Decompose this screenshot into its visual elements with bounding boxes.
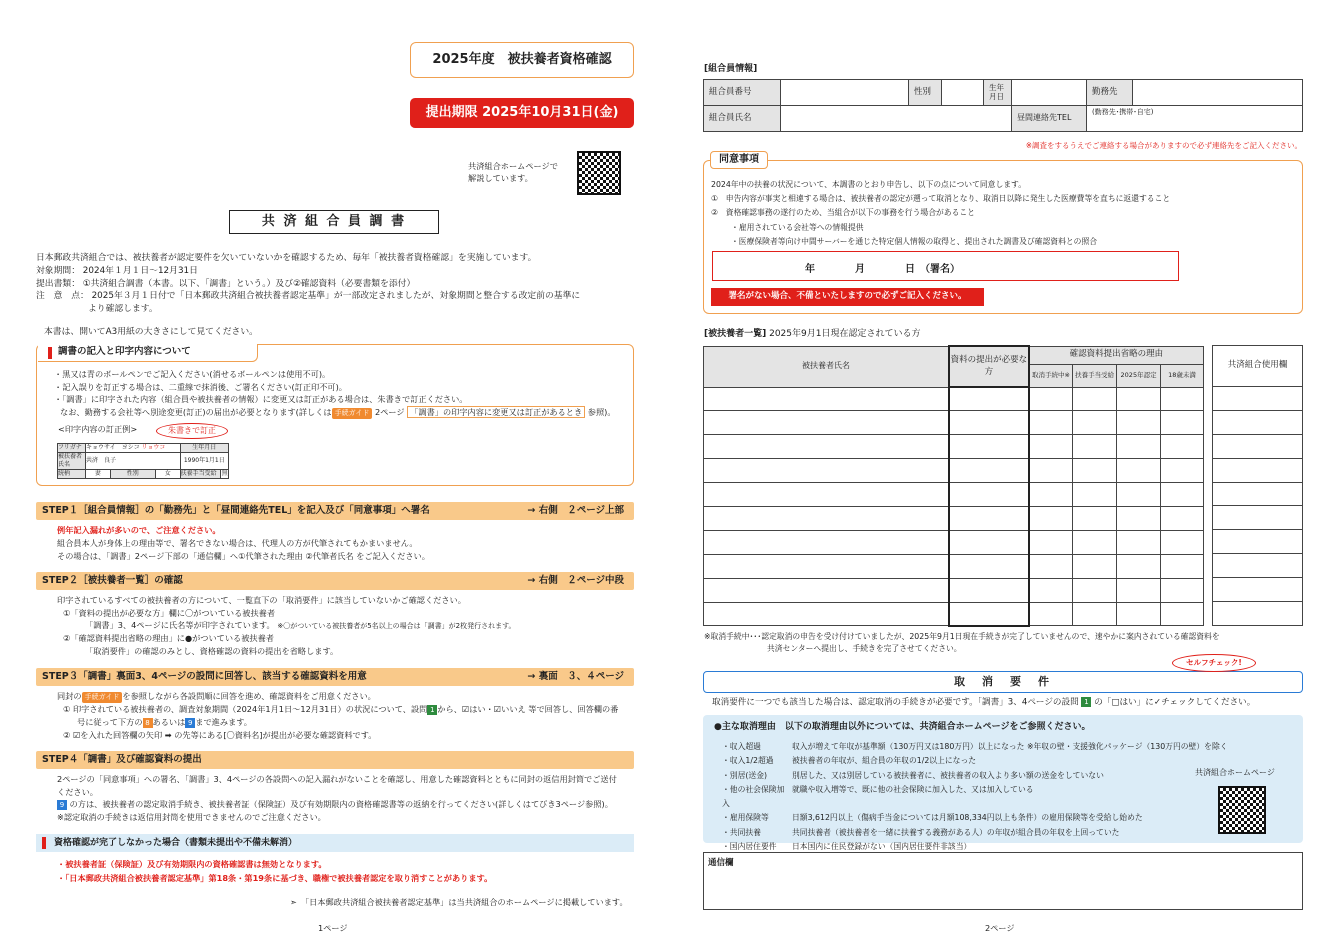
dependent-row (704, 387, 1204, 411)
hp-label: 共済組合ホームページ (1195, 768, 1275, 777)
required-cell[interactable] (949, 483, 1029, 507)
reasons-list (722, 740, 1228, 854)
title-year-box: 2025年度 被扶養者資格確認 (410, 42, 634, 78)
consent-text: 2024年中の扶養の状況について、本調書のとおり申告し、以下の点について同意します。 ① 申告内容が事実と相違する場合は、被扶養者の認定が遡って取消となり、取消日以降に発生した医療費等を直ちに返還すること ② 資格確認事務の遂行のため、当組合が以下の事務を行う場合があること ・雇用されている会社等への情報提供 ・医療保険者等向け中間サーバーを通じた特定個人情報の取得と、提出された調書及び確認資料との照合 (711, 180, 1171, 246)
step4-text: 2ページの「同意事項」への署名、「調書」3、4ページの各設問への記入漏れがないことを確認し、用意した確認資料とともに同封の返信用封筒でご送付 ください。 9 の方は、被扶養者の認定取消手続き、被扶養者証（保険証）及び有効期限内の資格確認書等の返納を行ってください(詳しくはてびき3ページ参照)。 ※認定取消の手続きは返信用封筒を使用できませんのでご注意ください。 (57, 774, 617, 823)
reason-cell[interactable] (1117, 387, 1161, 411)
dependent-row (704, 411, 1204, 435)
union-use-table: 共済組合使用欄 (1212, 345, 1303, 626)
cancel-text: 取消要件に一つでも該当した場合は、認定取消の手続きが必要です。「調書」3、4ページの設問 1 の「□はい」に✓チェックしてください。 (712, 697, 1256, 708)
step3-text: 同封の 手続ガイド を参照しながら各設問順に回答を進め、確認資料をご用意ください。 ① 印字されている被扶養者の、調査対象期間（2024年1月1日～12月31日）の状況について、設問 1 から、☑はい・☑いいえ 等で回答し、回答欄の番 号に従って下方の 8 あるいは 9 まで進みます。 ② ☑を入れた回答欄の矢印 ➡ の先等にある[〇資料名]が提出が必要な確認資料です。 (57, 691, 619, 741)
required-cell[interactable] (949, 554, 1029, 578)
reason-cell[interactable] (1161, 435, 1204, 459)
reason-cell[interactable] (1029, 554, 1073, 578)
reason-cell[interactable] (1117, 530, 1161, 554)
required-cell[interactable] (949, 411, 1029, 435)
required-cell[interactable] (949, 530, 1029, 554)
reason-cell[interactable] (1161, 554, 1204, 578)
reason-cell[interactable] (1029, 483, 1073, 507)
tel-red-note: ※調査をするうえでご連絡する場合がありますので必ず連絡先をご記入ください。 (1025, 141, 1302, 150)
reason-cell[interactable] (1029, 435, 1073, 459)
a3-note: 本書は、開いてA3用紙の大きさにして見てください。 (44, 327, 258, 337)
union-use-cell (1213, 578, 1303, 602)
dependent-name-cell[interactable] (704, 578, 949, 602)
dependent-row (704, 578, 1204, 602)
signature-field[interactable]: 年 月 日 （署名） (712, 251, 1179, 281)
intro-block: 日本郵政共済組合では、被扶養者が認定要件を欠いていないかを確認するため、毎年「被扶養者資格確認」を実施しています。 対象期間： 2024年１月１日～12月31日 提出書類： ①共済組合調書（本書。以下、「調書」という。）及び②確認資料（必要書類を添付） 注 意 点： 2025年３月１日付で「日本郵政共済組合被扶養者認定基準」が一部改定されましたが、対象期間と整合する改定前の基準に より確認します。 (36, 253, 581, 314)
consent-header: 同意事項 (710, 151, 768, 169)
reason-cell[interactable] (1073, 459, 1117, 483)
reason-cell[interactable] (1073, 602, 1117, 626)
reason-cell[interactable] (1073, 578, 1117, 602)
reason-cell[interactable] (1029, 411, 1073, 435)
reason-cell[interactable] (1029, 459, 1073, 483)
reason-item: ・他の社会保険加入 就職や収入増等で、既に他の社会保険に加入した、又は加入している (722, 784, 1034, 809)
required-cell[interactable] (949, 506, 1029, 530)
example-bubble: 朱書きで訂正 (156, 423, 228, 439)
reasons-header: ●主な取消理由 以下の取消理由以外については、共済組合ホームページをご参照ください。 (714, 722, 1091, 732)
fill-header: 調書の記入と印字内容について (38, 344, 258, 362)
reason-cell[interactable] (1161, 387, 1204, 411)
union-use-cell (1213, 410, 1303, 434)
reason-cell[interactable] (1117, 554, 1161, 578)
reason-cell[interactable] (1073, 506, 1117, 530)
member-header: [組合員情報] (704, 64, 758, 74)
reason-cell[interactable] (1117, 506, 1161, 530)
step1-header: STEP１［組合員情報］の「勤務先」と「昼間連絡先TEL」を記入及び「同意事項」へ署名 → 右側 ２ページ上部 (36, 502, 634, 520)
dependent-row (704, 530, 1204, 554)
footer-note: ➣ 「日本郵政共済組合被扶養者認定基準」は当共済組合のホームページに掲載しています。 (290, 897, 628, 907)
communication-box[interactable] (703, 852, 1303, 910)
reason-cell[interactable] (1029, 602, 1073, 626)
dependent-row (704, 435, 1204, 459)
reason-cell[interactable] (1161, 602, 1204, 626)
union-use-cell (1213, 506, 1303, 530)
dependents-table: 被扶養者氏名 資料の提出が必要な方 確認資料提出省略の理由 取消手続中※ 扶養手当受給 2025年認定 18歳未満 (703, 345, 1204, 627)
step2-text: 印字されているすべての被扶養者の方について、一覧直下の「取消要件」に該当していないかご確認ください。 ①「資料の提出が必要な方」欄に〇がついている被扶養者 「調書」3、4ページに氏名等が印字されています。 ※〇がついている被扶養者が5名以上の場合は「調書」が2枚発行されます。 ②「確認資料提出省略の理由」に●がついている被扶養者 「取消要件」の確認のみとし、資格確認の資料の提出を省略します。 (57, 595, 516, 656)
dependent-row (704, 506, 1204, 530)
reason-cell[interactable] (1117, 578, 1161, 602)
reason-cell[interactable] (1073, 483, 1117, 507)
dependent-name-cell[interactable] (704, 435, 949, 459)
reason-cell[interactable] (1161, 483, 1204, 507)
reason-cell[interactable] (1117, 602, 1161, 626)
reason-cell[interactable] (1161, 411, 1204, 435)
page-number-2: 2ページ (985, 923, 1015, 933)
union-use-cell (1213, 530, 1303, 554)
reason-item: ・収入超過 収入が増えて年収が基準額（130万円又は180万円）以上になった ※年収の壁・支援強化パッケージ（130万円の壁）を除く (722, 742, 1228, 751)
dependent-row (704, 459, 1204, 483)
dependent-name-cell[interactable] (704, 459, 949, 483)
reason-cell[interactable] (1073, 435, 1117, 459)
day-tel-field[interactable]: (勤務先･携帯･自宅) (1087, 106, 1303, 132)
reason-cell[interactable] (1073, 387, 1117, 411)
dependent-name-cell[interactable] (704, 554, 949, 578)
dependent-name-cell[interactable] (704, 411, 949, 435)
self-check-bubble: セルフチェック! (1172, 654, 1256, 672)
member-name-field[interactable] (781, 106, 1012, 132)
dependents-header: [被扶養者一覧] 2025年9月1日現在認定されている方 (704, 329, 921, 339)
qr-code-right (1218, 786, 1266, 834)
required-cell[interactable] (949, 435, 1029, 459)
member-info-table: 組合員番号 性別 生年月日 勤務先 組合員氏名 昼間連絡先TEL (勤務先･携帯･自宅) (703, 79, 1303, 132)
fill-text: ・黒又は青のボールペンでご記入ください(消せるボールペンは使用不可)。 ・記入誤りを訂正する場合は、二重線で抹消後、ご署名ください(訂正印不可)。 ・「調書」に印字された内容（組合員や被扶養者の情報）に変更又は訂正がある場合は、朱書きで訂正ください。 なお、勤務する会社等へ別途変更(訂正)の届出が必要となります(詳しくは 手続ガイド 2ページ 「調書」の印字内容に変更又は訂正があるとき 参照)。 (54, 369, 616, 418)
member-no-field[interactable] (781, 80, 909, 106)
incomplete-text: ・被扶養者証（保険証）及び有効期限内の資格確認書は無効となります。 ・「日本郵政共済組合被扶養者認定基準」第18条・第19条に基づき、職権で被扶養者認定を取り消すことがあります。 (57, 859, 493, 883)
homepage-note: 共済組合ホームページで 解説しています。 (468, 161, 558, 184)
dependent-name-cell[interactable] (704, 483, 949, 507)
signature-warning: 署名がない場合、不備といたしますので必ずご記入ください。 (711, 288, 984, 306)
reason-item: ・共同扶養 共同扶養者（被扶養者を一緒に扶養する義務がある人）の年収が組合員の年収を上回っていた (722, 827, 1120, 837)
correction-example-table: フリガナ キョウサイ ヨシコ リョウコ 生年月日 被扶養者氏名 共済 良子 1990年1月1日 続柄 妻 性別 女 扶養手当受給 無 (58, 444, 228, 478)
reason-cell[interactable] (1073, 554, 1117, 578)
communication-label: 通信欄 (708, 858, 734, 868)
reason-cell[interactable] (1117, 411, 1161, 435)
workplace-field[interactable] (1133, 80, 1303, 106)
required-cell[interactable] (949, 578, 1029, 602)
reason-item: ・別居(送金) 別居した、又は別居している被扶養者に、被扶養者の収入より多い額の送金をしていない (722, 770, 1104, 780)
union-use-cell (1213, 554, 1303, 578)
birth-field[interactable] (1012, 80, 1087, 106)
reason-cell[interactable] (1029, 578, 1073, 602)
union-use-cell (1213, 387, 1303, 411)
dependents-note: ※取消手続中･･･認定取消の申告を受け付けていましたが、2025年9月1日現在手続きが完了していませんので、速やかに案内されている確認資料を 共済センターへ提出し、手続きを完了させてください。 (704, 632, 1220, 654)
step1-text: 例年記入漏れが多いので、ご注意ください。 組合員本人が身体上の理由等で、署名できない場合は、代理人の方が代筆されてもかまいません。 その場合は、「調書」2ページ下部の「通信欄」へ①代筆された理由 ②代筆者氏名 をご記入ください。 (57, 525, 430, 562)
reason-item: ・雇用保険等 日額3,612円以上（傷病手当金については月額108,334円以上も条件）の雇用保険等を受給し始めた (722, 813, 1143, 823)
incomplete-header: 資格確認が完了しなかった場合（書類未提出や不備未解消） (36, 834, 634, 852)
reason-cell[interactable] (1161, 578, 1204, 602)
dependent-row (704, 483, 1204, 507)
guide-chip: 手続ガイド (332, 408, 373, 419)
reason-item: ・国内居住要件 日本国内に住民登録がない（国内居住要件非該当） (722, 841, 972, 851)
step4-header: STEP４「調書」及び確認資料の提出 (36, 751, 634, 769)
reason-cell[interactable] (1073, 530, 1117, 554)
reason-cell[interactable] (1029, 387, 1073, 411)
dependent-name-cell[interactable] (704, 602, 949, 626)
deadline-badge: 提出期限 2025年10月31日(金) (410, 98, 634, 128)
guide-chip: 手続ガイド (82, 692, 123, 703)
doc-title: 共 済 組 合 員 調 書 (229, 210, 439, 234)
page-number-1: 1ページ (318, 923, 348, 933)
sex-field[interactable] (942, 80, 984, 106)
union-use-cell (1213, 602, 1303, 626)
reason-cell[interactable] (1161, 459, 1204, 483)
dependent-name-cell[interactable] (704, 387, 949, 411)
required-cell[interactable] (949, 602, 1029, 626)
union-use-cell (1213, 458, 1303, 482)
step3-header: STEP３「調書」裏面3、4ページの設問に回答し、該当する確認資料を用意 → 裏面 ３、４ページ (36, 668, 634, 686)
reason-cell[interactable] (1029, 506, 1073, 530)
reason-cell[interactable] (1161, 506, 1204, 530)
dependent-row (704, 602, 1204, 626)
reason-cell[interactable] (1117, 435, 1161, 459)
cancel-header: 取 消 要 件 (703, 671, 1303, 693)
reason-cell[interactable] (1161, 530, 1204, 554)
reason-cell[interactable] (1073, 411, 1117, 435)
qr-code-left (577, 151, 621, 195)
example-label: <印字内容の訂正例> (58, 424, 138, 434)
reason-cell[interactable] (1117, 459, 1161, 483)
step2-header: STEP２［被扶養者一覧］の確認 → 右側 ２ページ中段 (36, 572, 634, 590)
reason-item: ・収入1/2超過 被扶養者の年収が、組合員の年収の1/2以上になった (722, 756, 977, 766)
required-cell[interactable] (949, 387, 1029, 411)
reason-cell[interactable] (1029, 530, 1073, 554)
dependent-row (704, 554, 1204, 578)
required-cell[interactable] (949, 459, 1029, 483)
union-use-cell (1213, 434, 1303, 458)
union-use-cell (1213, 482, 1303, 506)
dependent-name-cell[interactable] (704, 530, 949, 554)
dependent-name-cell[interactable] (704, 506, 949, 530)
reason-cell[interactable] (1117, 483, 1161, 507)
